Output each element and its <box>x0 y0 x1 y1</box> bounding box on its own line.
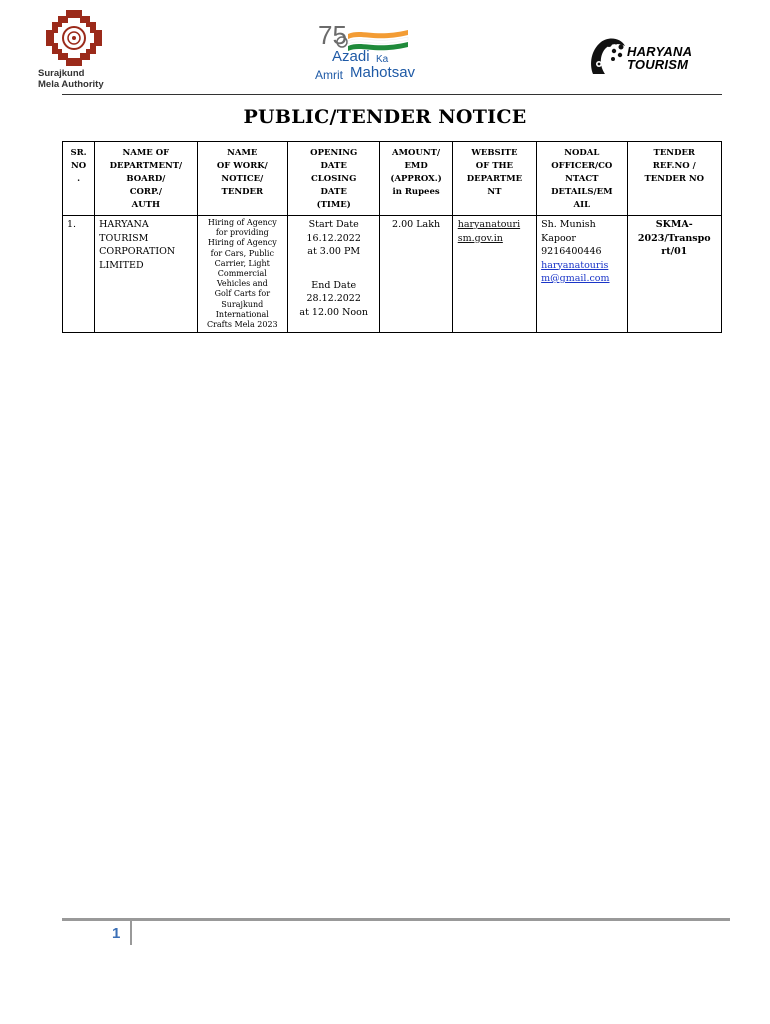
end-date-value: 28.12.2022 <box>306 293 361 304</box>
cell-dates <box>288 216 380 333</box>
left-logo-line1: Surajkund <box>38 68 85 79</box>
logo-word-ka: Ka <box>376 54 389 65</box>
col-header-nodal-officer: NODAL OFFICER/CO NTACT DETAILS/EM AIL <box>537 142 627 216</box>
peacock-icon <box>587 34 627 78</box>
officer-phone: 9216400446 <box>541 246 602 257</box>
logo-number: 75 <box>318 20 347 50</box>
cell-amount: 2.00 Lakh <box>380 216 452 333</box>
logo-word-mahotsav: Mahotsav <box>350 64 416 81</box>
start-date-time: at 3.00 PM <box>307 246 361 257</box>
page-title: PUBLIC/TENDER NOTICE <box>243 106 527 128</box>
col-header-dates: OPENING DATE CLOSING DATE (TIME) <box>288 142 380 216</box>
cell-nodal-officer <box>537 216 627 333</box>
header-divider <box>62 94 722 95</box>
col-header-sr-no: SR. NO . <box>63 142 95 216</box>
cell-department: HARYANA TOURISM CORPORATION LIMITED <box>95 216 197 333</box>
logo-word-azadi: Azadi <box>332 48 370 65</box>
cell-website <box>452 216 536 333</box>
cell-sr-no: 1. <box>63 216 95 333</box>
website-link[interactable]: haryanatouri sm.gov.in <box>457 219 521 244</box>
table-header-row <box>63 142 722 216</box>
left-logo-line2: Mela Authority <box>38 79 104 90</box>
surajkund-logo <box>38 8 128 88</box>
footer-divider <box>62 918 730 921</box>
start-date-label: Start Date <box>308 219 359 230</box>
col-header-amount: AMOUNT/ EMD (APPROX.) in Rupees <box>380 142 452 216</box>
end-date-time: at 12.00 Noon <box>299 306 368 318</box>
tender-table <box>62 141 722 333</box>
table-row <box>63 216 722 333</box>
col-header-department: NAME OF DEPARTMENT/ BOARD/ CORP./ AUTH <box>95 142 197 216</box>
footer-separator <box>130 921 132 945</box>
end-date-label: End Date <box>311 279 357 291</box>
col-header-work: NAME OF WORK/ NOTICE/ TENDER <box>197 142 287 216</box>
logo-word-amrit: Amrit <box>315 68 343 82</box>
cell-tender-ref: SKMA- 2023/Transpo rt/01 <box>627 216 721 333</box>
azadi-ka-amrit-mahotsav-logo <box>312 20 416 86</box>
officer-email-link[interactable]: haryanatouris m@gmail.com <box>541 259 610 284</box>
haryana-tourism-logo <box>587 34 707 78</box>
col-header-tender-ref: TENDER REF.NO / TENDER NO <box>627 142 721 216</box>
officer-name: Sh. Munish <box>541 219 596 230</box>
col-header-website: WEBSITE OF THE DEPARTME NT <box>452 142 536 216</box>
surajkund-emblem-icon <box>44 8 104 68</box>
page-number: 1 <box>112 925 121 942</box>
cell-work: Hiring of Agency for providing Hiring of Agency for Cars, Public Carrier, Light Commercial Vehicles and Golf Carts for Surajkund International Crafts Mela 2023 <box>197 216 287 333</box>
officer-surname: Kapoor <box>541 232 576 244</box>
right-logo-line1: HARYANA <box>627 44 693 59</box>
start-date-value: 16.12.2022 <box>306 232 361 244</box>
right-logo-line2: TOURISM <box>627 57 689 72</box>
